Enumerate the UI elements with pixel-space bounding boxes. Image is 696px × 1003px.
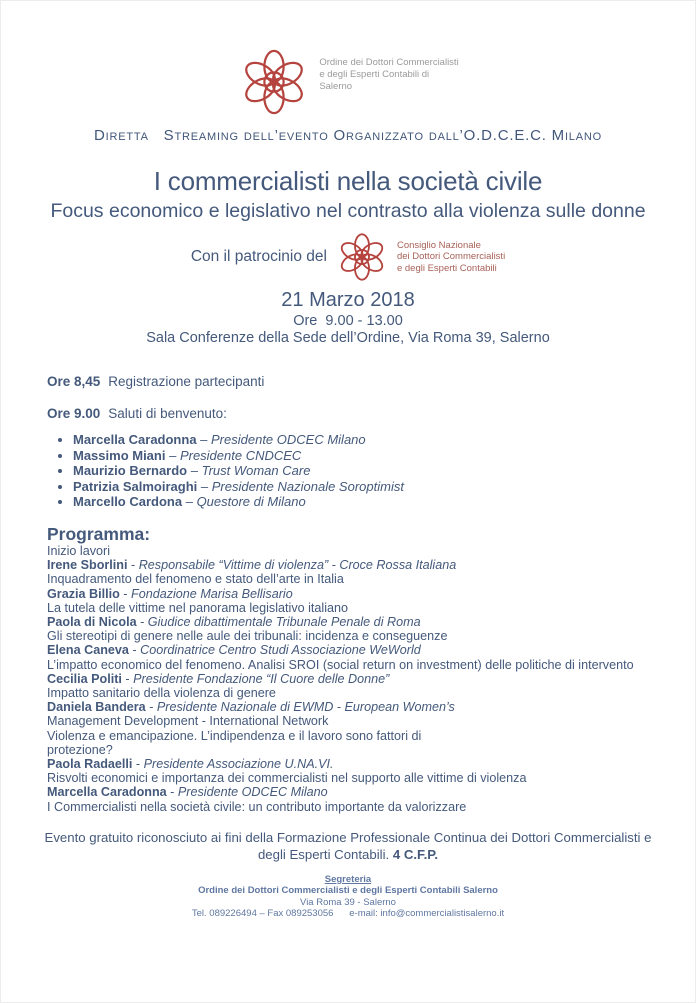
speaker-role: Presidente Nazionale di EWMD - European Women’s bbox=[156, 700, 455, 715]
separator: - bbox=[128, 643, 141, 658]
registration-time: Ore 8,45 bbox=[47, 374, 101, 389]
speaker-name: Grazia Billio bbox=[47, 586, 120, 601]
patronage-label: Con il patrocinio del bbox=[190, 248, 327, 265]
separator: – bbox=[197, 478, 212, 494]
greeter-item bbox=[73, 479, 655, 495]
program-line: Management Development - International Network bbox=[47, 714, 329, 729]
event-title: I commercialisti nella società civile bbox=[153, 166, 543, 196]
patronage-row bbox=[1, 230, 695, 284]
registration-text: Registrazione partecipanti bbox=[108, 374, 265, 389]
speaker-role: Responsabile “Vittime di violenza” - Croce Rossa Italiana bbox=[138, 558, 457, 573]
credits-cfp: 4 C.F.P. bbox=[392, 847, 439, 863]
separator: - bbox=[136, 614, 148, 629]
program-line: Inquadramento del fenomeno e stato dell’arte in Italia bbox=[47, 572, 344, 587]
greeter-role: Trust Woman Care bbox=[201, 463, 311, 479]
separator: – bbox=[182, 494, 197, 510]
greeter-role: Questore di Milano bbox=[196, 494, 306, 510]
separator: - bbox=[132, 757, 144, 772]
program-line: protezione? bbox=[47, 742, 113, 757]
greeter-item bbox=[73, 463, 655, 479]
program-line bbox=[47, 785, 655, 799]
program-line: I Commercialisti nella società civile: un contributo importante da valorizzare bbox=[47, 799, 467, 814]
cndcec-knot-logo-icon bbox=[335, 230, 389, 284]
speaker-role: Presidente Associazione U.NA.VI. bbox=[143, 757, 334, 772]
greeter-role: Presidente CNDCEC bbox=[179, 447, 302, 463]
program-line: Gli stereotipi di genere nelle aule dei tribunali: incidenza e conseguenze bbox=[47, 629, 448, 644]
separator: - bbox=[119, 586, 131, 601]
greeters-list bbox=[47, 432, 655, 510]
footer-secretariat bbox=[1, 874, 695, 920]
greeter-name: Marcella Caradonna bbox=[73, 432, 197, 447]
greeter-item bbox=[73, 432, 655, 448]
program-line: L’impatto economico del fenomeno. Analisi SROI (social return on investment) delle politiche di intervento bbox=[47, 657, 634, 672]
separator: - bbox=[166, 785, 178, 800]
credits-note bbox=[33, 829, 663, 864]
speaker-role: Coordinatrice Centro Studi Associazione WeWorld bbox=[140, 643, 421, 658]
event-date: 21 Marzo 2018 bbox=[281, 289, 415, 311]
separator: – bbox=[187, 463, 202, 479]
greeter-item bbox=[73, 448, 655, 464]
separator: – bbox=[196, 432, 212, 447]
program-line bbox=[47, 558, 655, 572]
program-line bbox=[47, 757, 655, 771]
speaker-name: Paola di Nicola bbox=[47, 614, 137, 629]
header-logo-block bbox=[1, 1, 695, 119]
speaker-name: Marcella Caradonna bbox=[47, 785, 167, 800]
program-line: Impatto sanitario della violenza di genere bbox=[47, 686, 276, 700]
registration-line bbox=[47, 374, 655, 390]
patronage-org-name bbox=[397, 240, 505, 275]
program-line bbox=[47, 700, 655, 714]
org-name-line: e degli Esperti Contabili di bbox=[319, 69, 430, 80]
patronage-org-line: Consiglio Nazionale bbox=[396, 239, 481, 251]
welcome-text: Saluti di benvenuto: bbox=[108, 406, 227, 421]
speaker-role: Giudice dibattimentale Tribunale Penale di Roma bbox=[147, 614, 421, 629]
greeter-item bbox=[73, 494, 655, 510]
greeter-name: Maurizio Bernardo bbox=[73, 463, 188, 479]
event-time: Ore 9.00 - 13.00 bbox=[293, 313, 403, 329]
program-line: Violenza e emancipazione. L’indipendenza e il lavoro sono fattori di bbox=[47, 728, 422, 743]
program-line bbox=[47, 615, 655, 629]
schedule-section bbox=[47, 374, 655, 814]
program-line bbox=[47, 643, 655, 657]
greeter-name: Marcello Cardona bbox=[73, 494, 183, 510]
speaker-name: Cecilia Politi bbox=[47, 671, 122, 686]
separator: - bbox=[121, 671, 134, 686]
patronage-org-line: dei Dottori Commercialisti bbox=[396, 251, 506, 263]
speaker-name: Elena Caneva bbox=[47, 643, 129, 658]
greeter-name: Massimo Miani bbox=[73, 447, 166, 463]
header-org-name bbox=[319, 45, 458, 93]
streaming-banner: Diretta Streaming dell’evento Organizzato dall’O.D.C.E.C. Milano bbox=[94, 127, 602, 144]
org-name-line: Ordine dei Dottori Commercialisti bbox=[319, 57, 459, 68]
greeter-role: Presidente ODCEC Milano bbox=[211, 432, 366, 447]
odcec-salerno-knot-logo-icon bbox=[237, 45, 311, 119]
speaker-role: Presidente ODCEC Milano bbox=[177, 785, 328, 800]
welcome-line bbox=[47, 406, 655, 422]
program-line bbox=[47, 587, 655, 601]
speaker-role: Presidente Fondazione “Il Cuore delle Donne” bbox=[133, 671, 390, 686]
footer-org: Ordine dei Dottori Commercialisti e degli Esperti Contabili Salerno bbox=[198, 885, 498, 897]
program-list bbox=[47, 544, 655, 814]
credits-text: Evento gratuito riconosciuto ai fini della Formazione Professionale Continua dei Dottori Commercialisti e degli Esperti Contabili. bbox=[44, 829, 652, 863]
greeter-name: Patrizia Salmoiraghi bbox=[73, 478, 198, 494]
org-name-line: Salerno bbox=[319, 81, 353, 92]
separator: - bbox=[127, 558, 139, 573]
program-line bbox=[47, 672, 655, 686]
speaker-name: Daniela Bandera bbox=[47, 700, 146, 715]
program-line: Risvolti economici e importanza dei commercialisti nel supporto alle vittime di violenza bbox=[47, 771, 527, 786]
footer-address: Via Roma 39 - Salerno bbox=[300, 896, 396, 908]
welcome-time: Ore 9.00 bbox=[47, 406, 101, 421]
separator: - bbox=[145, 700, 157, 715]
separator: – bbox=[165, 447, 180, 463]
greeter-role: Presidente Nazionale Soroptimist bbox=[211, 478, 404, 494]
program-line: La tutela delle vittime nel panorama legislativo italiano bbox=[47, 600, 349, 615]
speaker-name: Paola Radaelli bbox=[47, 757, 133, 772]
footer-contacts: Tel. 089226494 – Fax 089253056 e-mail: info@commercialistisalerno.it bbox=[191, 908, 505, 920]
program-heading: Programma: bbox=[47, 523, 151, 544]
event-location: Sala Conferenze della Sede dell’Ordine, Via Roma 39, Salerno bbox=[146, 330, 550, 346]
patronage-org-line: e degli Esperti Contabili bbox=[396, 262, 497, 274]
speaker-name: Irene Sborlini bbox=[47, 558, 128, 573]
speaker-role: Fondazione Marisa Bellisario bbox=[131, 586, 293, 601]
footer-heading: Segreteria bbox=[324, 873, 372, 885]
program-line: Inizio lavori bbox=[47, 543, 110, 558]
event-subtitle: Focus economico e legislativo nel contrasto alla violenza sulle donne bbox=[50, 200, 646, 222]
